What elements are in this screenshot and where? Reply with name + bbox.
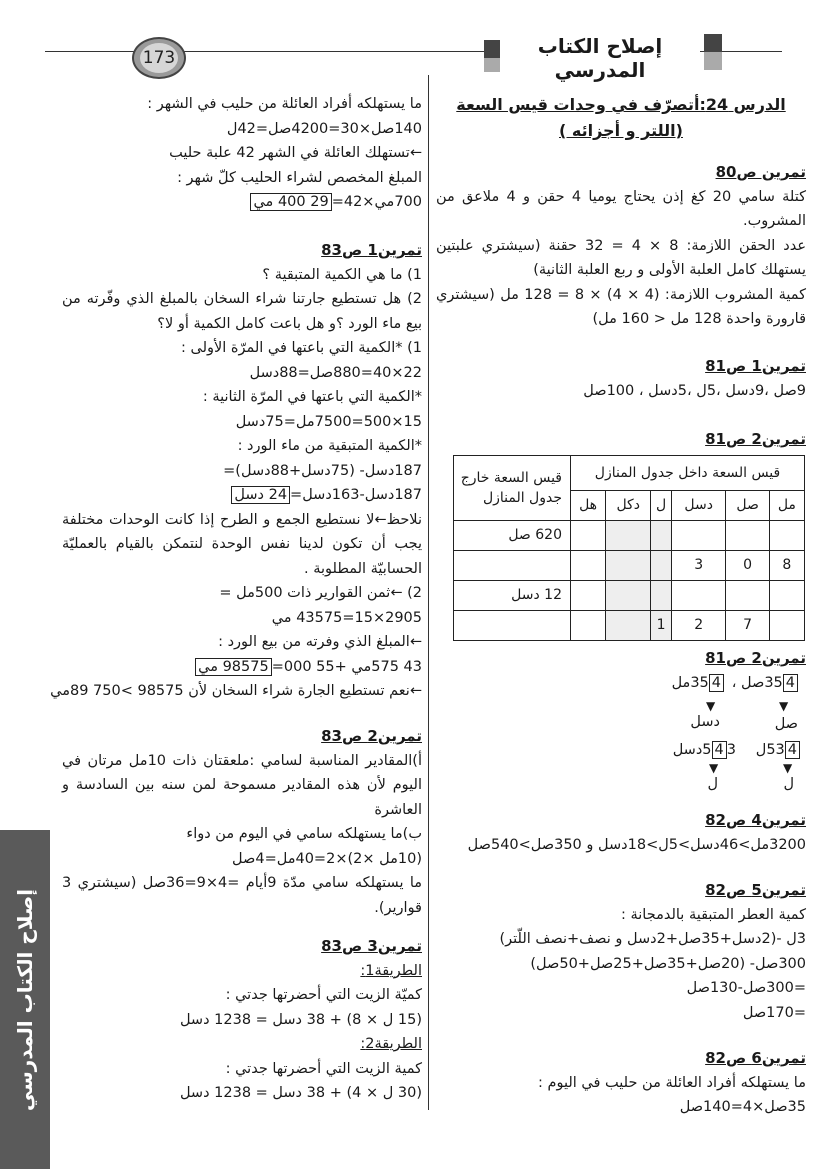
column-divider xyxy=(428,75,429,1110)
boxed-digit: 4 xyxy=(712,741,727,759)
text-line: 9صل ،9دسل ،5ل ،5دسل ، 100صل xyxy=(583,382,806,399)
digits: 3 xyxy=(726,742,736,758)
table-cell-outside xyxy=(454,611,571,641)
exercise-heading: تمرين3 ص83 xyxy=(321,937,422,955)
exercise-heading: تمرين2 ص81 xyxy=(705,649,806,667)
text-line: 2905×15=43575 مي xyxy=(271,609,422,626)
text-paragraph: نلاحظ←لا نستطيع الجمع و الطرح إذا كانت الوحدات مختلفة يجب أن تكون لدينا نفس الوحدة لنتمكن بالقيام بالعمليّة الحسابيّة المطلوبة . xyxy=(62,511,422,577)
text-line: =170صل xyxy=(742,1004,806,1021)
digits: 53 xyxy=(766,742,785,758)
table-cell xyxy=(726,521,769,551)
text-paragraph: عدد الحقن اللازمة: 8 × 4 = 32 حقنة (سيشتري علبتين يستهلك كامل العلبة الأولى و ربع العلبة الثانية) xyxy=(436,237,806,278)
text-line: ما يستهلكه أفراد العائلة من حليب في اليوم : xyxy=(538,1074,806,1091)
table-cell: 1 xyxy=(651,611,672,641)
table-cell-outside: 12 دسل xyxy=(454,581,571,611)
table-cell xyxy=(726,581,769,611)
exercise-3-p83 xyxy=(62,934,422,1106)
boxed-result: 29 400 مي xyxy=(250,193,331,211)
text-line: (30 ل × 4) + 38 دسل = 1238 دسل xyxy=(179,1085,422,1101)
table-cell xyxy=(606,611,651,641)
text-paragraph: كمية المشروب اللازمة: (4 × 4) × 8 = 128 مل (سيشتري قارورة واحدة 128 مل < 160 مل) xyxy=(436,286,807,327)
method-label-row xyxy=(62,1032,422,1057)
exercise-heading: تمرين1 ص83 xyxy=(321,241,422,259)
table-cell xyxy=(571,521,606,551)
table-cell: 8 xyxy=(769,551,804,581)
diagram-mid-left: دسل xyxy=(690,714,720,730)
method-label: الطريقة2: xyxy=(360,1036,422,1052)
text-paragraph: أ)المقادير المناسبة لسامي :ملعقتان ذات 10مل مرتان في اليوم لأن هذه المقادير مسموحة لمن سنه بين السادسة و العاشرة xyxy=(62,752,422,818)
text-line: ←تستهلك العائلة في الشهر 42 علبة حليب xyxy=(169,145,422,161)
side-tab xyxy=(0,830,50,1169)
text-line: ←نعم تستطيع الجارة شراء السخان لأن 98575 >750 89مي xyxy=(50,683,422,699)
table-cell xyxy=(769,521,804,551)
text-line xyxy=(62,483,422,508)
text-line: كميّة الزيت التي أحضرتها جدتي : xyxy=(225,987,422,1003)
table-cell: 2 xyxy=(671,611,726,641)
arrow-down-icon: ▼ xyxy=(706,699,716,713)
table-cell-outside xyxy=(454,551,571,581)
exercise-heading: تمرين2 ص81 xyxy=(705,430,806,448)
table-cell: 3 xyxy=(671,551,726,581)
table-cell-outside: 620 صل xyxy=(454,521,571,551)
exercise-5-p82 xyxy=(436,878,806,1025)
digits: 5 xyxy=(702,742,712,758)
text-paragraph: ما يستهلكه سامي مدّة 9أيام =4×9=36صل (سيشتري 3 قوارير). xyxy=(62,875,422,916)
text-line: 187دسل- (75دسل+88دسل)= xyxy=(223,462,422,479)
unit: دسل xyxy=(672,742,703,758)
diagram-top-right xyxy=(732,671,798,696)
text-paragraph: 2) هل تستطيع جارتنا شراء السخان بالمبلغ الذي وفّرته من بيع ماء الورد ؟و هل باعت كامل الكمية أو لا؟ xyxy=(62,291,422,332)
lesson-title-line: الدرس 24:أتصرّف في وحدات قيس السعة xyxy=(456,95,786,114)
table-cell xyxy=(571,551,606,581)
digits: 35 xyxy=(690,675,709,691)
header-outside: قيس السعة خارج جدول المنازل xyxy=(454,456,571,521)
arrow-down-icon: ▼ xyxy=(709,761,719,775)
text-line: *الكمية التي باعتها في المرّة الثانية : xyxy=(202,389,422,405)
diagram-mid-right: صل xyxy=(774,716,798,732)
exercise-heading: تمرين5 ص82 xyxy=(705,881,806,899)
table-cell xyxy=(651,551,672,581)
exercise-heading: تمرين4 ص82 xyxy=(705,811,806,829)
unit-header-0: مل xyxy=(769,491,804,521)
page-number: 173 xyxy=(140,43,178,73)
diagram-top-left xyxy=(672,671,724,696)
book-title: إصلاح الكتاب المدرسي xyxy=(500,34,700,82)
text-line: كمية العطر المتبقية بالدمجانة : xyxy=(621,906,806,923)
diagram-end-right: ل xyxy=(783,776,794,792)
exercise-heading: تمرين1 ص81 xyxy=(705,357,806,375)
text-line: 1) *الكمية التي باعتها في المرّة الأولى : xyxy=(180,340,422,356)
right-column xyxy=(436,0,806,1169)
text-line: كمية الزيت التي أحضرتها جدتي : xyxy=(225,1060,422,1077)
exercise-6-p82 xyxy=(436,1046,806,1120)
diagram-bottom-left xyxy=(673,738,736,763)
table-cell xyxy=(606,581,651,611)
unit-header-5: هل xyxy=(571,491,606,521)
exercise-p80 xyxy=(436,160,806,332)
exercise-6-p82-continued xyxy=(62,92,422,215)
exercise-heading: تمرين6 ص82 xyxy=(705,1049,806,1067)
exercise-2-p83 xyxy=(62,724,422,920)
table-row xyxy=(454,551,805,581)
table-row xyxy=(454,521,805,551)
digits: 35 xyxy=(764,675,783,691)
text-line: 35صل×4=140صل xyxy=(679,1099,806,1115)
table-cell xyxy=(651,521,672,551)
text-line xyxy=(62,190,422,215)
exercise-4-p82 xyxy=(436,808,806,857)
text-line: (10مل ×2)×2=40مل=4صل xyxy=(232,850,422,867)
table-cell xyxy=(606,521,651,551)
table-row xyxy=(454,581,805,611)
arrow-down-icon: ▼ xyxy=(779,699,789,713)
table-cell xyxy=(571,611,606,641)
table-cell xyxy=(571,581,606,611)
boxed-digit: 4 xyxy=(709,674,724,692)
table-cell xyxy=(671,581,726,611)
exercise-1-p81 xyxy=(436,354,806,403)
diagram-end-left: ل xyxy=(707,776,718,792)
text-line: =300صل-130صل xyxy=(686,980,806,996)
text-line xyxy=(62,655,422,680)
text-part: 187دسل-163دسل= xyxy=(290,487,422,503)
text-paragraph: كتلة سامي 20 كغ إذن يحتاج يوميا 4 حقن و 4 ملاعق من المشروب. xyxy=(436,188,807,229)
table-cell xyxy=(671,521,726,551)
units-table xyxy=(453,455,805,641)
exercise-1-p83 xyxy=(50,238,422,704)
boxed-result: 24 دسل xyxy=(231,486,290,504)
header-inside: قيس السعة داخل جدول المنازل xyxy=(571,456,805,491)
text-line: (15 ل × 8) + 38 دسل = 1238 دسل xyxy=(179,1011,422,1028)
arrow-down-icon: ▼ xyxy=(783,761,793,775)
unit-header-1: صل xyxy=(726,491,769,521)
boxed-digit: 4 xyxy=(783,674,798,692)
unit-header-4: دكل xyxy=(606,491,651,521)
table-cell xyxy=(769,581,804,611)
table-cell: 0 xyxy=(726,551,769,581)
text-line: 1) ما هي الكمية المتبقية ؟ xyxy=(262,266,422,283)
lesson-title xyxy=(436,92,806,144)
table-cell xyxy=(769,611,804,641)
exercise-2-p81-diagram xyxy=(436,646,806,671)
side-tab-label: إصلاح الكتاب المدرسي xyxy=(13,888,37,1111)
text-part: 700مي×42= xyxy=(331,194,422,210)
text-line: *الكمية المتبقية من ماء الورد : xyxy=(237,438,422,454)
text-line: 140صل×30=4200صل=42ل xyxy=(226,120,422,137)
boxed-digit: 4 xyxy=(785,741,800,759)
text-line: 15×500=7500مل=75دسل xyxy=(235,413,422,430)
exercise-2-p81-table xyxy=(436,427,806,452)
unit: ل xyxy=(755,742,767,758)
table-cell xyxy=(606,551,651,581)
method-label-row xyxy=(62,959,422,984)
text-line: 22×40=880صل=88دسل xyxy=(249,364,422,381)
table-cell xyxy=(651,581,672,611)
left-column xyxy=(50,0,422,1169)
boxed-result: 98575 مي xyxy=(195,658,272,676)
unit: مل xyxy=(671,675,691,691)
diagram-bottom-right xyxy=(756,738,800,763)
unit: صل ، xyxy=(731,675,765,691)
exercise-heading: تمرين ص80 xyxy=(715,163,806,181)
text-line: ←المبلغ الذي وفرته من بيع الورد : xyxy=(218,634,422,650)
exercise-heading: تمرين2 ص83 xyxy=(321,727,422,745)
lesson-title-line: (اللتر و أجزائه ) xyxy=(559,121,683,140)
unit-header-2: دسل xyxy=(671,491,726,521)
unit-header-3: ل xyxy=(651,491,672,521)
text-line: 2) ←ثمن القوارير ذات 500مل = xyxy=(219,585,422,601)
text-line: المبلغ المخصص لشراء الحليب كلّ شهر : xyxy=(177,169,422,186)
text-part: 43 575مي +55 000= xyxy=(271,658,422,675)
table-cell: 7 xyxy=(726,611,769,641)
method-label: الطريقة1: xyxy=(360,962,422,979)
text-line: 300صل- (20صل+35صل+25صل+50صل) xyxy=(530,955,806,972)
text-line: 3ل -(2دسل+35صل+2دسل و نصف+نصف اللّتر) xyxy=(499,931,806,947)
text-line: ما يستهلكه أفراد العائلة من حليب في الشهر : xyxy=(147,96,422,112)
text-line: 3200مل>46دسل>5ل>18دسل و 350صل>540صل xyxy=(467,836,806,853)
text-line: ب)ما يستهلكه سامي في اليوم من دواء xyxy=(186,826,422,842)
table-row xyxy=(454,611,805,641)
